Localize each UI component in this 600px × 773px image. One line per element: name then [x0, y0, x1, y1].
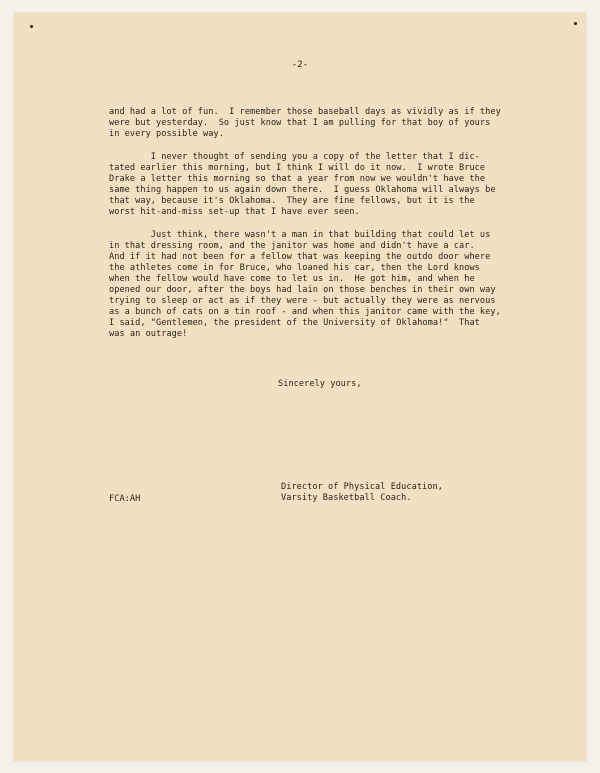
signature-title: Director of Physical Education, — [281, 482, 443, 492]
text-line: And if it had not been for a fellow that was keeping the outdo door where — [109, 252, 491, 262]
text-line: in that dressing room, and the janitor was home and didn't have a car. — [109, 241, 475, 251]
signature-title: Varsity Basketball Coach. — [281, 493, 412, 503]
closing: Sincerely yours, — [278, 379, 362, 389]
page-number: -2- — [291, 60, 309, 70]
text-line: I never thought of sending you a copy of the letter that I dic- — [109, 152, 480, 162]
text-line: and had a lot of fun. I remember those baseball days as vividly as if they — [109, 107, 501, 117]
text-line: worst hit-and-miss set-up that I have ever seen. — [109, 207, 360, 217]
text-line: same thing happen to us again down there. I guess Oklahoma will always be — [109, 185, 496, 195]
text-line: opened our door, after the boys had lain on those benches in their own way — [109, 285, 496, 295]
typist-initials: FCA:AH — [109, 494, 141, 504]
text-line: Just think, there wasn't a man in that building that could let us — [109, 230, 491, 240]
text-line: was an outrage! — [109, 329, 188, 339]
text-line: Drake a letter this morning so that a year from now we wouldn't have the — [109, 174, 486, 184]
text-line: when the fellow would have come to let us in. He got him, and when he — [109, 274, 475, 284]
text-line: I said, "Gentlemen, the president of the University of Oklahoma!" That — [109, 318, 480, 328]
text-line: as a bunch of cats on a tin roof - and when this janitor came with the key, — [109, 307, 501, 317]
corner-mark — [30, 25, 33, 28]
text-line: tated earlier this morning, but I think I will do it now. I wrote Bruce — [109, 163, 486, 173]
corner-mark — [574, 22, 577, 25]
text-line: were but yesterday. So just know that I am pulling for that boy of yours — [109, 118, 491, 128]
text-line: trying to sleep or act as if they were - but actually they were as nervous — [109, 296, 496, 306]
text-line: that way, because it's Oklahoma. They are fine fellows, but it is the — [109, 196, 475, 206]
letter-page — [14, 13, 586, 761]
text-line: the athletes come in for Bruce, who loaned his car, then the Lord knows — [109, 263, 480, 273]
text-line: in every possible way. — [109, 129, 224, 139]
